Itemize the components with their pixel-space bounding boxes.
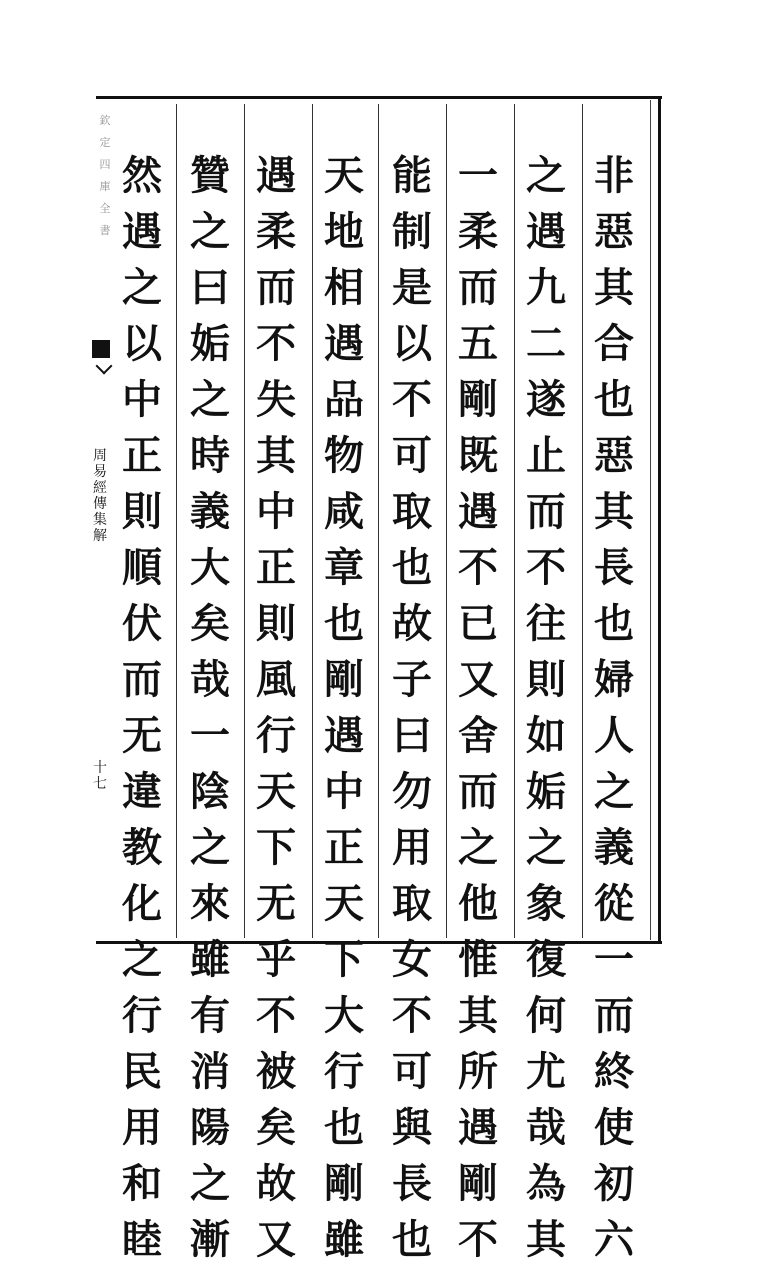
- character: 以: [122, 320, 162, 367]
- character: 哉: [526, 1104, 566, 1151]
- character: 行: [122, 992, 162, 1039]
- character: 也: [594, 600, 634, 647]
- character: 舍: [458, 712, 498, 759]
- character: 之: [526, 152, 566, 199]
- character: 是: [392, 264, 432, 311]
- character: 下: [324, 936, 364, 983]
- margin-section-char: 集: [93, 512, 107, 528]
- character: 雖: [190, 936, 230, 983]
- character: 天: [256, 768, 296, 815]
- character: 漸: [190, 1216, 230, 1263]
- character: 陰: [190, 768, 230, 815]
- character: 遇: [324, 712, 364, 759]
- text-column: [586, 148, 642, 1263]
- character: 雖: [324, 1216, 364, 1263]
- margin-section-char: 傳: [93, 496, 107, 512]
- frame-bottom-border: [96, 941, 662, 944]
- character: 有: [190, 992, 230, 1039]
- character: 不: [256, 992, 296, 1039]
- margin-title-char: 欽: [99, 114, 111, 127]
- fish-tail-mark: [92, 340, 110, 358]
- character: 合: [594, 320, 634, 367]
- character: 而: [122, 656, 162, 703]
- character: 剛: [458, 376, 498, 423]
- character: 正: [122, 432, 162, 479]
- character: 其: [594, 264, 634, 311]
- character: 女: [392, 936, 432, 983]
- column-rule: [378, 104, 379, 938]
- character: 哉: [190, 656, 230, 703]
- character: 順: [122, 544, 162, 591]
- character: 消: [190, 1048, 230, 1095]
- character: 其: [458, 992, 498, 1039]
- character: 長: [594, 544, 634, 591]
- character: 不: [526, 544, 566, 591]
- character: 天: [324, 880, 364, 927]
- character: 則: [122, 488, 162, 535]
- character: 遇: [526, 208, 566, 255]
- margin-book-title: [99, 110, 111, 330]
- character: 使: [594, 1104, 634, 1151]
- character: 從: [594, 880, 634, 927]
- character: 取: [392, 488, 432, 535]
- character: 以: [392, 320, 432, 367]
- character: 也: [594, 376, 634, 423]
- character: 二: [526, 320, 566, 367]
- character: 遇: [458, 1104, 498, 1151]
- text-column: [384, 148, 440, 1263]
- character: 制: [392, 208, 432, 255]
- character: 无: [256, 880, 296, 927]
- character: 風: [256, 656, 296, 703]
- character: 剛: [324, 656, 364, 703]
- character: 往: [526, 600, 566, 647]
- character: 而: [256, 264, 296, 311]
- character: 曰: [190, 264, 230, 311]
- column-rule: [582, 104, 583, 938]
- character: 之: [458, 824, 498, 871]
- character: 教: [122, 824, 162, 871]
- character: 乎: [256, 936, 296, 983]
- text-column: [248, 148, 304, 1263]
- character: 他: [458, 880, 498, 927]
- character: 一: [458, 152, 498, 199]
- character: 故: [256, 1160, 296, 1207]
- character: 姤: [526, 768, 566, 815]
- character: 剛: [458, 1160, 498, 1207]
- character: 所: [458, 1048, 498, 1095]
- character: 物: [324, 432, 364, 479]
- character: 地: [324, 208, 364, 255]
- column-rule: [176, 104, 177, 938]
- character: 五: [458, 320, 498, 367]
- character: 遇: [458, 488, 498, 535]
- character: 與: [392, 1104, 432, 1151]
- margin-title-char: 定: [99, 136, 111, 149]
- character: 失: [256, 376, 296, 423]
- character: 不: [392, 992, 432, 1039]
- character: 陽: [190, 1104, 230, 1151]
- character: 其: [526, 1216, 566, 1263]
- character: 也: [324, 1104, 364, 1151]
- character: 矣: [256, 1104, 296, 1151]
- character: 尤: [526, 1048, 566, 1095]
- character: 之: [594, 768, 634, 815]
- character: 復: [526, 936, 566, 983]
- text-column: [182, 148, 238, 1263]
- character: 不: [458, 544, 498, 591]
- character: 取: [392, 880, 432, 927]
- character: 能: [392, 152, 432, 199]
- character: 也: [392, 544, 432, 591]
- character: 終: [594, 1048, 634, 1095]
- character: 之: [190, 1160, 230, 1207]
- character: 天: [324, 152, 364, 199]
- character: 已: [458, 600, 498, 647]
- margin-section-char: 周: [93, 448, 107, 464]
- character: 其: [594, 488, 634, 535]
- margin-leaf-char: 七: [93, 776, 107, 792]
- margin-leaf-char: 十: [93, 760, 107, 776]
- character: 遇: [122, 208, 162, 255]
- character: 中: [122, 376, 162, 423]
- character: 睦: [122, 1216, 162, 1263]
- text-column: [316, 148, 372, 1263]
- frame-right-border: [658, 96, 661, 944]
- character: 既: [458, 432, 498, 479]
- character: 如: [526, 712, 566, 759]
- character: 象: [526, 880, 566, 927]
- character: 義: [190, 488, 230, 535]
- character: 時: [190, 432, 230, 479]
- character: 惡: [594, 432, 634, 479]
- character: 又: [256, 1216, 296, 1263]
- character: 故: [392, 600, 432, 647]
- character: 不: [392, 376, 432, 423]
- character: 其: [256, 432, 296, 479]
- character: 遇: [324, 320, 364, 367]
- character: 一: [594, 936, 634, 983]
- character: 何: [526, 992, 566, 1039]
- character: 和: [122, 1160, 162, 1207]
- character: 初: [594, 1160, 634, 1207]
- margin-title-char: 庫: [99, 180, 111, 193]
- character: 正: [324, 824, 364, 871]
- character: 違: [122, 768, 162, 815]
- margin-section-char: 經: [93, 480, 107, 496]
- character: 用: [392, 824, 432, 871]
- character: 婦: [594, 656, 634, 703]
- frame-right-inner-border: [650, 100, 651, 940]
- character: 剛: [324, 1160, 364, 1207]
- character: 不: [256, 320, 296, 367]
- character: 相: [324, 264, 364, 311]
- frame-top-border: [96, 96, 662, 99]
- character: 之: [190, 824, 230, 871]
- character: 品: [324, 376, 364, 423]
- character: 大: [324, 992, 364, 1039]
- character: 之: [122, 264, 162, 311]
- character: 人: [594, 712, 634, 759]
- margin-leaf-number: [90, 760, 110, 792]
- character: 贊: [190, 152, 230, 199]
- text-column: [518, 148, 574, 1263]
- character: 來: [190, 880, 230, 927]
- character: 无: [122, 712, 162, 759]
- character: 行: [256, 712, 296, 759]
- character: 而: [458, 768, 498, 815]
- character: 而: [526, 488, 566, 535]
- text-column: [114, 148, 170, 1263]
- character: 義: [594, 824, 634, 871]
- column-rule: [446, 104, 447, 938]
- character: 惡: [594, 208, 634, 255]
- margin-title-char: 書: [99, 224, 111, 237]
- column-rule: [244, 104, 245, 938]
- character: 化: [122, 880, 162, 927]
- character: 九: [526, 264, 566, 311]
- character: 子: [392, 656, 432, 703]
- character: 伏: [122, 600, 162, 647]
- character: 下: [256, 824, 296, 871]
- character: 姤: [190, 320, 230, 367]
- character: 不: [458, 1216, 498, 1263]
- character: 惟: [458, 936, 498, 983]
- character: 則: [526, 656, 566, 703]
- margin-title-char: 四: [99, 158, 111, 171]
- character: 長: [392, 1160, 432, 1207]
- margin-section-title: [92, 448, 108, 544]
- character: 中: [256, 488, 296, 535]
- character: 一: [190, 712, 230, 759]
- character: 遇: [256, 152, 296, 199]
- character: 柔: [256, 208, 296, 255]
- margin-title-char: 全: [99, 202, 111, 215]
- character: 可: [392, 432, 432, 479]
- character: 大: [190, 544, 230, 591]
- character: 咸: [324, 488, 364, 535]
- character: 又: [458, 656, 498, 703]
- character: 可: [392, 1048, 432, 1095]
- character: 曰: [392, 712, 432, 759]
- character: 中: [324, 768, 364, 815]
- character: 勿: [392, 768, 432, 815]
- character: 也: [324, 600, 364, 647]
- character: 被: [256, 1048, 296, 1095]
- character: 柔: [458, 208, 498, 255]
- text-column: [450, 148, 506, 1263]
- character: 用: [122, 1104, 162, 1151]
- column-rule: [312, 104, 313, 938]
- character: 行: [324, 1048, 364, 1095]
- character: 正: [256, 544, 296, 591]
- character: 之: [190, 376, 230, 423]
- character: 然: [122, 152, 162, 199]
- character: 而: [594, 992, 634, 1039]
- character: 民: [122, 1048, 162, 1095]
- character: 之: [122, 936, 162, 983]
- character: 止: [526, 432, 566, 479]
- character: 之: [526, 824, 566, 871]
- character: 六: [594, 1216, 634, 1263]
- character: 遂: [526, 376, 566, 423]
- margin-section-char: 易: [93, 464, 107, 480]
- margin-section-char: 解: [93, 528, 107, 544]
- column-rule: [514, 104, 515, 938]
- character: 矣: [190, 600, 230, 647]
- character: 為: [526, 1160, 566, 1207]
- character: 非: [594, 152, 634, 199]
- character: 章: [324, 544, 364, 591]
- character: 而: [458, 264, 498, 311]
- character: 之: [190, 208, 230, 255]
- character: 則: [256, 600, 296, 647]
- character: 也: [392, 1216, 432, 1263]
